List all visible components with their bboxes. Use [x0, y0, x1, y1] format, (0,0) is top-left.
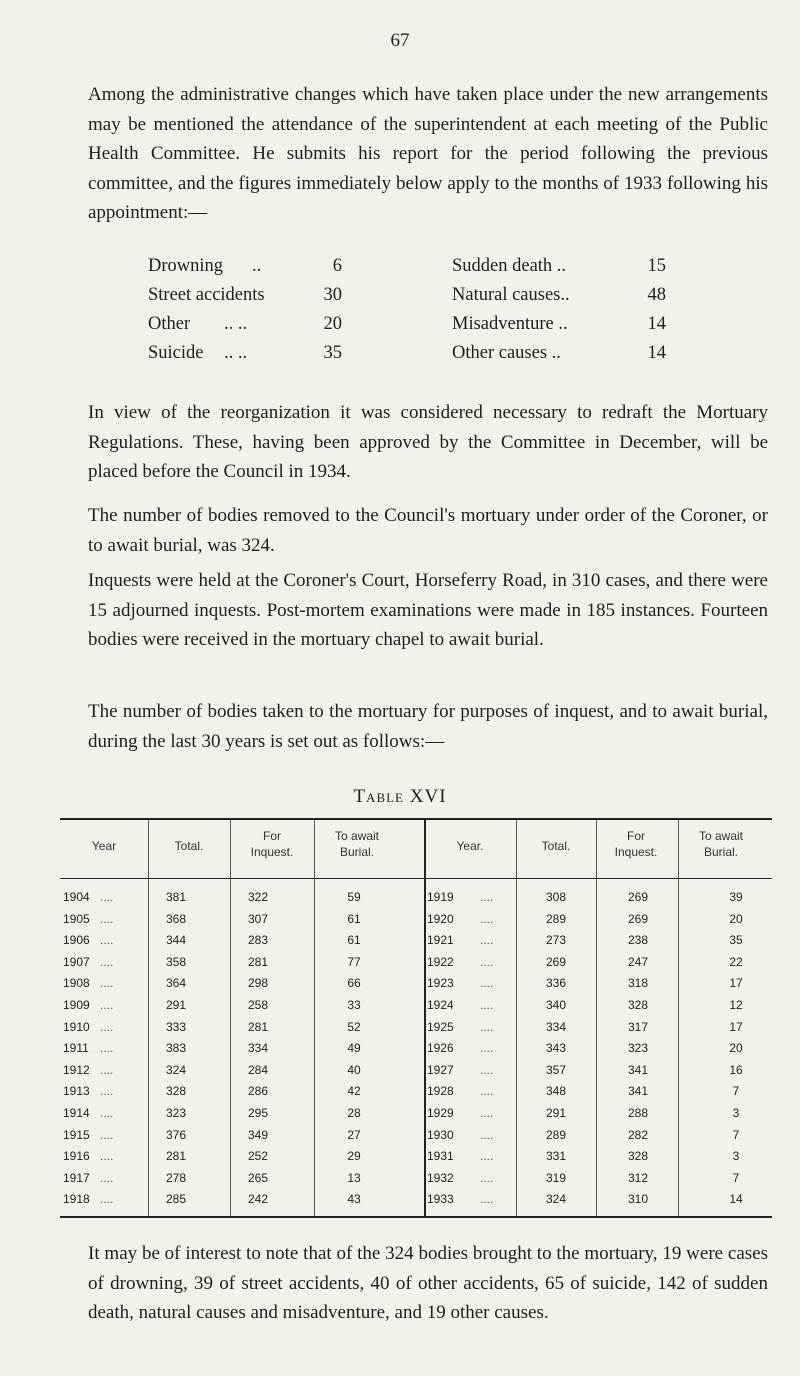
leader-dots: .... [480, 954, 494, 969]
cell-to-await-burial: 43 [347, 1192, 361, 1207]
cell-total: 348 [545, 1084, 567, 1099]
cell-to-await-burial: 33 [347, 998, 361, 1012]
cell-to-await-burial: 17 [729, 976, 743, 991]
cell-for-inquest: 298 [247, 976, 269, 991]
cell-year: 1924 [427, 998, 454, 1012]
paragraph-note-324-bodies: It may be of interest to note that of the 324 bodies brought to the mortuary, 19 were cases of drowning, 39 of street accidents, 40 of other accidents, 65 of suicide, 142 of sudden death, natural causes and misadventure, and 19 other causes. [88, 1243, 768, 1323]
leader-dots: .... [480, 1041, 494, 1056]
leader-dots: .... [100, 1170, 114, 1185]
cell-to-await-burial: 7 [732, 1170, 740, 1185]
leader-dots: .... [480, 1192, 494, 1207]
table-row [60, 955, 772, 972]
paragraph-mortuary-regulations: In view of the reorganization it was considered necessary to redraft the Mortuary Regulations. These, having been approved by the Committee in December, will be placed before the Council in 1934. [88, 402, 768, 482]
leader-dots: .... [480, 911, 494, 926]
cell-year: 1928 [427, 1084, 454, 1099]
cell-year: 1922 [427, 954, 454, 969]
cause-value: 6 [332, 256, 342, 276]
cell-year: 1925 [427, 1019, 454, 1034]
cell-year: 1905 [63, 911, 90, 926]
header-total-left: Total. [174, 839, 204, 853]
leader-dots: .... [100, 1062, 114, 1077]
cell-to-await-burial: 77 [347, 954, 361, 969]
cause-label: Other [148, 314, 191, 334]
paragraph-bodies-removed: The number of bodies removed to the Council's mortuary under order of the Coroner, or to await burial, was 324. [88, 505, 768, 556]
table-row [60, 1192, 772, 1209]
cell-total: 333 [165, 1019, 187, 1034]
cause-row [148, 256, 708, 285]
cell-total: 357 [545, 1062, 567, 1077]
paragraph-inquests: Inquests were held at the Coroner's Court, Horseferry Road, in 310 cases, and there were 15 adjourned inquests. Post-mortem examinations were made in 185 instances. Fourteen bodies were received in the mortuary chapel to await burial. [88, 570, 768, 650]
cell-to-await-burial: 3 [732, 1149, 740, 1164]
leader-dots: .... [480, 1170, 494, 1185]
cell-for-inquest: 258 [247, 998, 269, 1012]
cell-total: 291 [545, 1106, 567, 1120]
cell-year: 1919 [427, 890, 454, 904]
leader-dots: .... [100, 1127, 114, 1142]
cause-row [148, 343, 708, 372]
table-title: Table XVI [353, 786, 447, 807]
cell-for-inquest: 349 [247, 1127, 269, 1142]
cell-to-await-burial: 61 [347, 933, 361, 948]
paragraph-administrative-changes: Among the administrative changes which have taken place under the new arrangements may be mentioned the attendance of the superintendent at each meeting of the Public Health Committee. He submits his report for the period following the previous committee, and the figures immediately below apply to the months of 1933 following his appointment:— [88, 84, 768, 223]
cause-label: Suicide [148, 343, 204, 363]
cell-for-inquest: 282 [627, 1127, 649, 1142]
table-bottom-rule [60, 1216, 772, 1218]
cell-to-await-burial: 27 [347, 1127, 361, 1142]
cell-for-inquest: 312 [627, 1170, 649, 1185]
cell-total: 328 [165, 1084, 187, 1099]
cause-label: Sudden death .. [452, 256, 567, 276]
page-number: 67 [390, 30, 410, 51]
cell-total: 308 [545, 890, 567, 904]
cell-total: 381 [165, 890, 187, 904]
cause-row [148, 285, 708, 314]
cell-year: 1915 [63, 1127, 90, 1142]
table-row [60, 1063, 772, 1080]
cell-for-inquest: 247 [627, 954, 649, 969]
cell-total: 324 [165, 1062, 187, 1077]
leader-dots: .. .. [224, 314, 248, 334]
cell-to-await-burial: 40 [347, 1062, 361, 1077]
leader-dots: .... [480, 1062, 494, 1077]
cell-to-await-burial: 20 [729, 911, 743, 926]
cause-value: 20 [323, 314, 342, 334]
cell-year: 1926 [427, 1041, 454, 1056]
cell-total: 269 [545, 954, 567, 969]
cause-value: 35 [323, 343, 342, 363]
cell-total: 323 [165, 1106, 187, 1120]
cause-value: 30 [323, 285, 342, 305]
header-year-left: Year [91, 839, 117, 853]
cell-for-inquest: 341 [627, 1062, 649, 1077]
cell-to-await-burial: 3 [732, 1106, 740, 1120]
cause-value: 15 [647, 256, 666, 276]
cell-for-inquest: 307 [247, 911, 269, 926]
cause-label: Misadventure .. [452, 314, 568, 334]
leader-dots: .. .. [224, 343, 248, 363]
cell-for-inquest: 284 [247, 1062, 269, 1077]
cell-total: 368 [165, 911, 187, 926]
cell-year: 1920 [427, 911, 454, 926]
cell-to-await-burial: 12 [729, 998, 743, 1012]
cell-to-await-burial: 52 [347, 1019, 361, 1034]
leader-dots: .... [480, 1127, 494, 1142]
cell-total: 278 [165, 1170, 187, 1185]
leader-dots: .... [480, 998, 494, 1012]
table-row [60, 1149, 772, 1166]
leader-dots: .... [480, 1019, 494, 1034]
cell-for-inquest: 323 [627, 1041, 649, 1056]
cell-for-inquest: 281 [247, 1019, 269, 1034]
table-row [60, 912, 772, 929]
cell-for-inquest: 322 [247, 890, 269, 904]
cell-year: 1921 [427, 933, 454, 948]
cell-total: 358 [165, 954, 187, 969]
cell-year: 1916 [63, 1149, 90, 1164]
cell-for-inquest: 318 [627, 976, 649, 991]
cell-for-inquest: 341 [627, 1084, 649, 1099]
cell-year: 1908 [63, 976, 90, 991]
leader-dots: .... [100, 954, 114, 969]
cell-for-inquest: 269 [627, 890, 649, 904]
leader-dots: .... [480, 1106, 494, 1120]
cell-total: 376 [165, 1127, 187, 1142]
leader-dots: .... [100, 1192, 114, 1207]
leader-dots: .... [480, 976, 494, 991]
cell-total: 289 [545, 1127, 567, 1142]
cell-for-inquest: 238 [627, 933, 649, 948]
cell-to-await-burial: 7 [732, 1127, 740, 1142]
cell-to-await-burial: 29 [347, 1149, 361, 1164]
cell-to-await-burial: 20 [729, 1041, 743, 1056]
cell-to-await-burial: 22 [729, 954, 743, 969]
leader-dots: .... [100, 1084, 114, 1099]
cell-to-await-burial: 66 [347, 976, 361, 991]
cell-for-inquest: 252 [247, 1149, 269, 1164]
mortuary-table [60, 818, 772, 1222]
cell-to-await-burial: 42 [347, 1084, 361, 1099]
header-year-right: Year. [456, 839, 484, 853]
cell-for-inquest: 317 [627, 1019, 649, 1034]
cell-total: 343 [545, 1041, 567, 1056]
cell-year: 1930 [427, 1127, 454, 1142]
cell-total: 281 [165, 1149, 187, 1164]
table-row [60, 1106, 772, 1123]
cell-total: 334 [545, 1019, 567, 1034]
cell-year: 1933 [427, 1192, 454, 1207]
cell-year: 1910 [63, 1019, 90, 1034]
cell-total: 344 [165, 933, 187, 948]
cell-total: 336 [545, 976, 567, 991]
table-row [60, 1128, 772, 1145]
cell-to-await-burial: 49 [347, 1041, 361, 1056]
table-row [60, 1171, 772, 1188]
cell-total: 331 [545, 1149, 567, 1164]
cell-to-await-burial: 39 [729, 890, 743, 904]
table-row [60, 998, 772, 1015]
cell-total: 383 [165, 1041, 187, 1056]
cause-label: Natural causes.. [452, 285, 570, 305]
cell-to-await-burial: 61 [347, 911, 361, 926]
cell-for-inquest: 283 [247, 933, 269, 948]
cell-to-await-burial: 16 [729, 1062, 743, 1077]
paragraph-thirty-years: The number of bodies taken to the mortuary for purposes of inquest, and to await burial, during the last 30 years is set out as follows:— [88, 701, 768, 752]
cell-year: 1904 [63, 890, 90, 904]
leader-dots: .... [100, 933, 114, 948]
cell-year: 1923 [427, 976, 454, 991]
cell-to-await-burial: 7 [732, 1084, 740, 1099]
leader-dots: .... [480, 890, 494, 904]
leader-dots: .... [100, 976, 114, 991]
header-burial-left: To await Burial. [334, 829, 380, 859]
table-row [60, 1041, 772, 1058]
cell-year: 1912 [63, 1062, 90, 1077]
leader-dots: .... [100, 998, 114, 1012]
cell-for-inquest: 310 [627, 1192, 649, 1207]
leader-dots: .... [100, 1106, 114, 1120]
header-total-right: Total. [541, 839, 571, 853]
cell-year: 1918 [63, 1192, 90, 1207]
cell-year: 1931 [427, 1149, 454, 1164]
leader-dots: .... [100, 1019, 114, 1034]
cell-for-inquest: 265 [247, 1170, 269, 1185]
cause-label: Other causes .. [452, 343, 561, 363]
cell-to-await-burial: 59 [347, 890, 361, 904]
cell-year: 1929 [427, 1106, 454, 1120]
table-row [60, 1020, 772, 1037]
leader-dots: .. [252, 256, 262, 276]
cell-year: 1907 [63, 954, 90, 969]
cell-for-inquest: 334 [247, 1041, 269, 1056]
cell-total: 289 [545, 911, 567, 926]
leader-dots: .... [100, 1041, 114, 1056]
leader-dots: .... [100, 890, 114, 904]
cause-label: Street accidents [148, 285, 265, 305]
cell-total: 319 [545, 1170, 567, 1185]
table-row [60, 976, 772, 993]
leader-dots: .... [100, 911, 114, 926]
table-row [60, 1084, 772, 1101]
table-top-rule [60, 818, 772, 820]
cell-to-await-burial: 35 [729, 933, 743, 948]
leader-dots: .... [480, 1149, 494, 1164]
cell-to-await-burial: 13 [347, 1170, 361, 1185]
cause-row [148, 314, 708, 343]
table-row [60, 933, 772, 950]
cell-for-inquest: 242 [247, 1192, 269, 1207]
header-inquest-right: For Inquest. [614, 829, 658, 859]
cell-total: 285 [165, 1192, 187, 1207]
cell-to-await-burial: 14 [729, 1192, 743, 1207]
leader-dots: .... [100, 1149, 114, 1164]
cell-to-await-burial: 17 [729, 1019, 743, 1034]
cell-year: 1911 [63, 1041, 89, 1056]
cause-value: 14 [647, 314, 666, 334]
cell-total: 340 [545, 998, 567, 1012]
cell-to-await-burial: 28 [347, 1106, 361, 1120]
cell-for-inquest: 328 [627, 998, 649, 1012]
cell-total: 364 [165, 976, 187, 991]
cell-for-inquest: 295 [247, 1106, 269, 1120]
cell-total: 273 [545, 933, 567, 948]
cause-value: 14 [647, 343, 666, 363]
header-inquest-left: For Inquest. [250, 829, 294, 859]
cell-year: 1927 [427, 1062, 454, 1077]
cell-year: 1906 [63, 933, 90, 948]
leader-dots: .... [480, 1084, 494, 1099]
cell-for-inquest: 269 [627, 911, 649, 926]
cell-for-inquest: 288 [627, 1106, 649, 1120]
table-header-rule [60, 878, 772, 879]
leader-dots: .... [480, 933, 494, 948]
cause-value: 48 [647, 285, 666, 305]
cell-year: 1913 [63, 1084, 90, 1099]
cell-for-inquest: 328 [627, 1149, 649, 1164]
cause-label: Drowning [148, 256, 224, 276]
table-row [60, 890, 772, 907]
cell-total: 324 [545, 1192, 567, 1207]
cell-year: 1914 [63, 1106, 90, 1120]
cell-for-inquest: 286 [247, 1084, 269, 1099]
header-burial-right: To await Burial. [698, 829, 744, 859]
cell-year: 1932 [427, 1170, 454, 1185]
cell-year: 1909 [63, 998, 90, 1012]
cell-for-inquest: 281 [247, 954, 269, 969]
causes-list [148, 256, 708, 372]
cell-total: 291 [165, 998, 187, 1012]
cell-year: 1917 [63, 1170, 90, 1185]
